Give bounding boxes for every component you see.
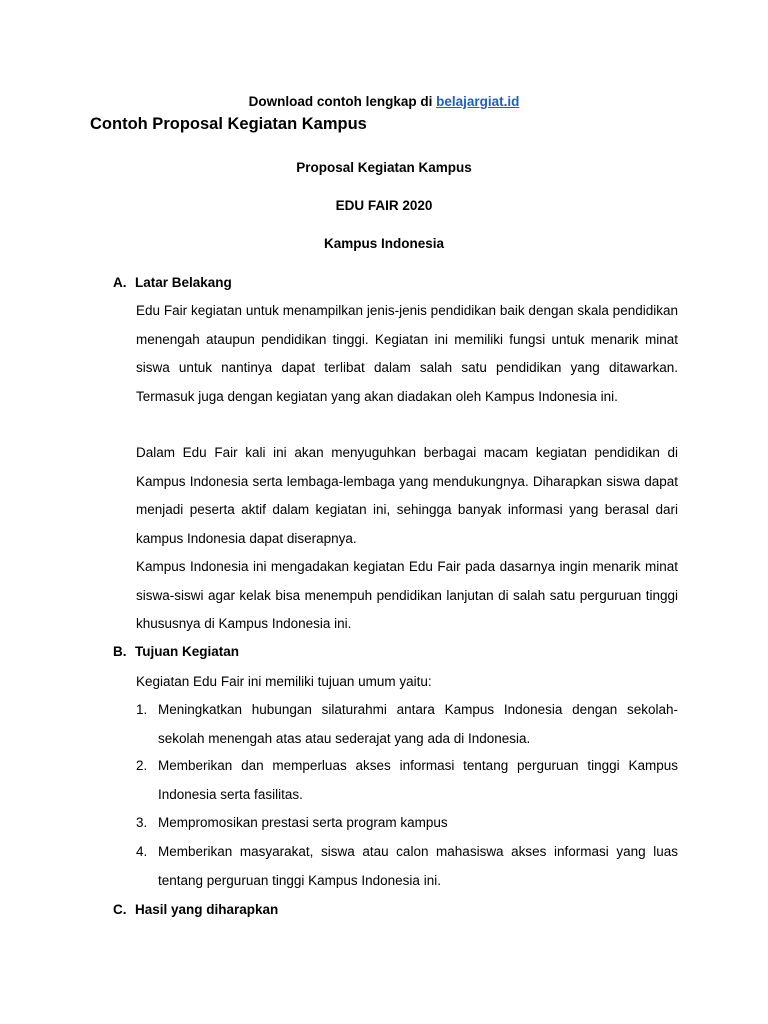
- list-item: [136, 838, 678, 895]
- list-item-text: Memberikan masyarakat, siswa atau calon mahasiswa akses informasi yang luas tentang perguruan tinggi Kampus Indonesia ini.: [158, 844, 678, 888]
- download-prefix: Download contoh lengkap di: [248, 94, 437, 109]
- section-a-paragraph-2: Dalam Edu Fair kali ini akan menyuguhkan berbagai macam kegiatan pendidikan di Kampus Indonesia serta lembaga-lembaga yang mendukungnya. Diharapkan siswa dapat menjadi peserta aktif dalam kegiatan ini, sehingga banyak informasi yang berasal dari kampus Indonesia dapat diserapnya.: [136, 445, 678, 546]
- section-b-heading: [113, 644, 239, 659]
- download-link[interactable]: belajargiat.id: [436, 94, 520, 109]
- list-item-number: 2.: [136, 758, 148, 773]
- list-item-text: Mempromosikan prestasi serta program kampus: [158, 815, 448, 830]
- section-b-letter: B.: [113, 644, 127, 659]
- section-c-title: Hasil yang diharapkan: [135, 902, 279, 917]
- section-c-letter: C.: [113, 902, 127, 917]
- download-line: [0, 94, 768, 109]
- list-item-text: Meningkatkan hubungan silaturahmi antara Kampus Indonesia dengan sekolah-sekolah menengah atas atau sederajat yang ada di Indonesia.: [158, 702, 678, 746]
- list-item: [136, 809, 678, 838]
- section-a-paragraph-3: Kampus Indonesia ini mengadakan kegiatan Edu Fair pada dasarnya ingin menarik minat siswa-siswi agar kelak bisa menempuh pendidikan lanjutan di salah satu perguruan tinggi khususnya di Kampus Indonesia ini.: [136, 559, 678, 631]
- document-title: Contoh Proposal Kegiatan Kampus: [90, 115, 367, 133]
- event-heading: EDU FAIR 2020: [335, 198, 433, 213]
- proposal-heading: Proposal Kegiatan Kampus: [296, 160, 472, 175]
- section-a-letter: A.: [113, 275, 127, 290]
- section-c-heading: [113, 902, 278, 917]
- list-item-number: 3.: [136, 815, 148, 830]
- list-item: [136, 752, 678, 809]
- section-a-heading: [113, 275, 232, 290]
- list-item-text: Memberikan dan memperluas akses informasi tentang perguruan tinggi Kampus Indonesia serta fasilitas.: [158, 758, 678, 802]
- list-item: [136, 696, 678, 753]
- campus-heading: Kampus Indonesia: [323, 236, 445, 251]
- section-a-title: Latar Belakang: [135, 275, 232, 290]
- list-item-number: 1.: [136, 702, 148, 717]
- section-b-intro: Kegiatan Edu Fair ini memiliki tujuan umum yaitu:: [136, 674, 432, 689]
- list-item-number: 4.: [136, 844, 148, 859]
- section-a-paragraph-1: Edu Fair kegiatan untuk menampilkan jenis-jenis pendidikan baik dengan skala pendidikan menengah ataupun pendidikan tinggi. Kegiatan ini memiliki fungsi untuk menarik minat siswa untuk nantinya dapat terlibat dalam salah satu pendidikan yang ditawarkan. Termasuk juga dengan kegiatan yang akan diadakan oleh Kampus Indonesia ini.: [136, 303, 678, 404]
- section-b-title: Tujuan Kegiatan: [135, 644, 240, 659]
